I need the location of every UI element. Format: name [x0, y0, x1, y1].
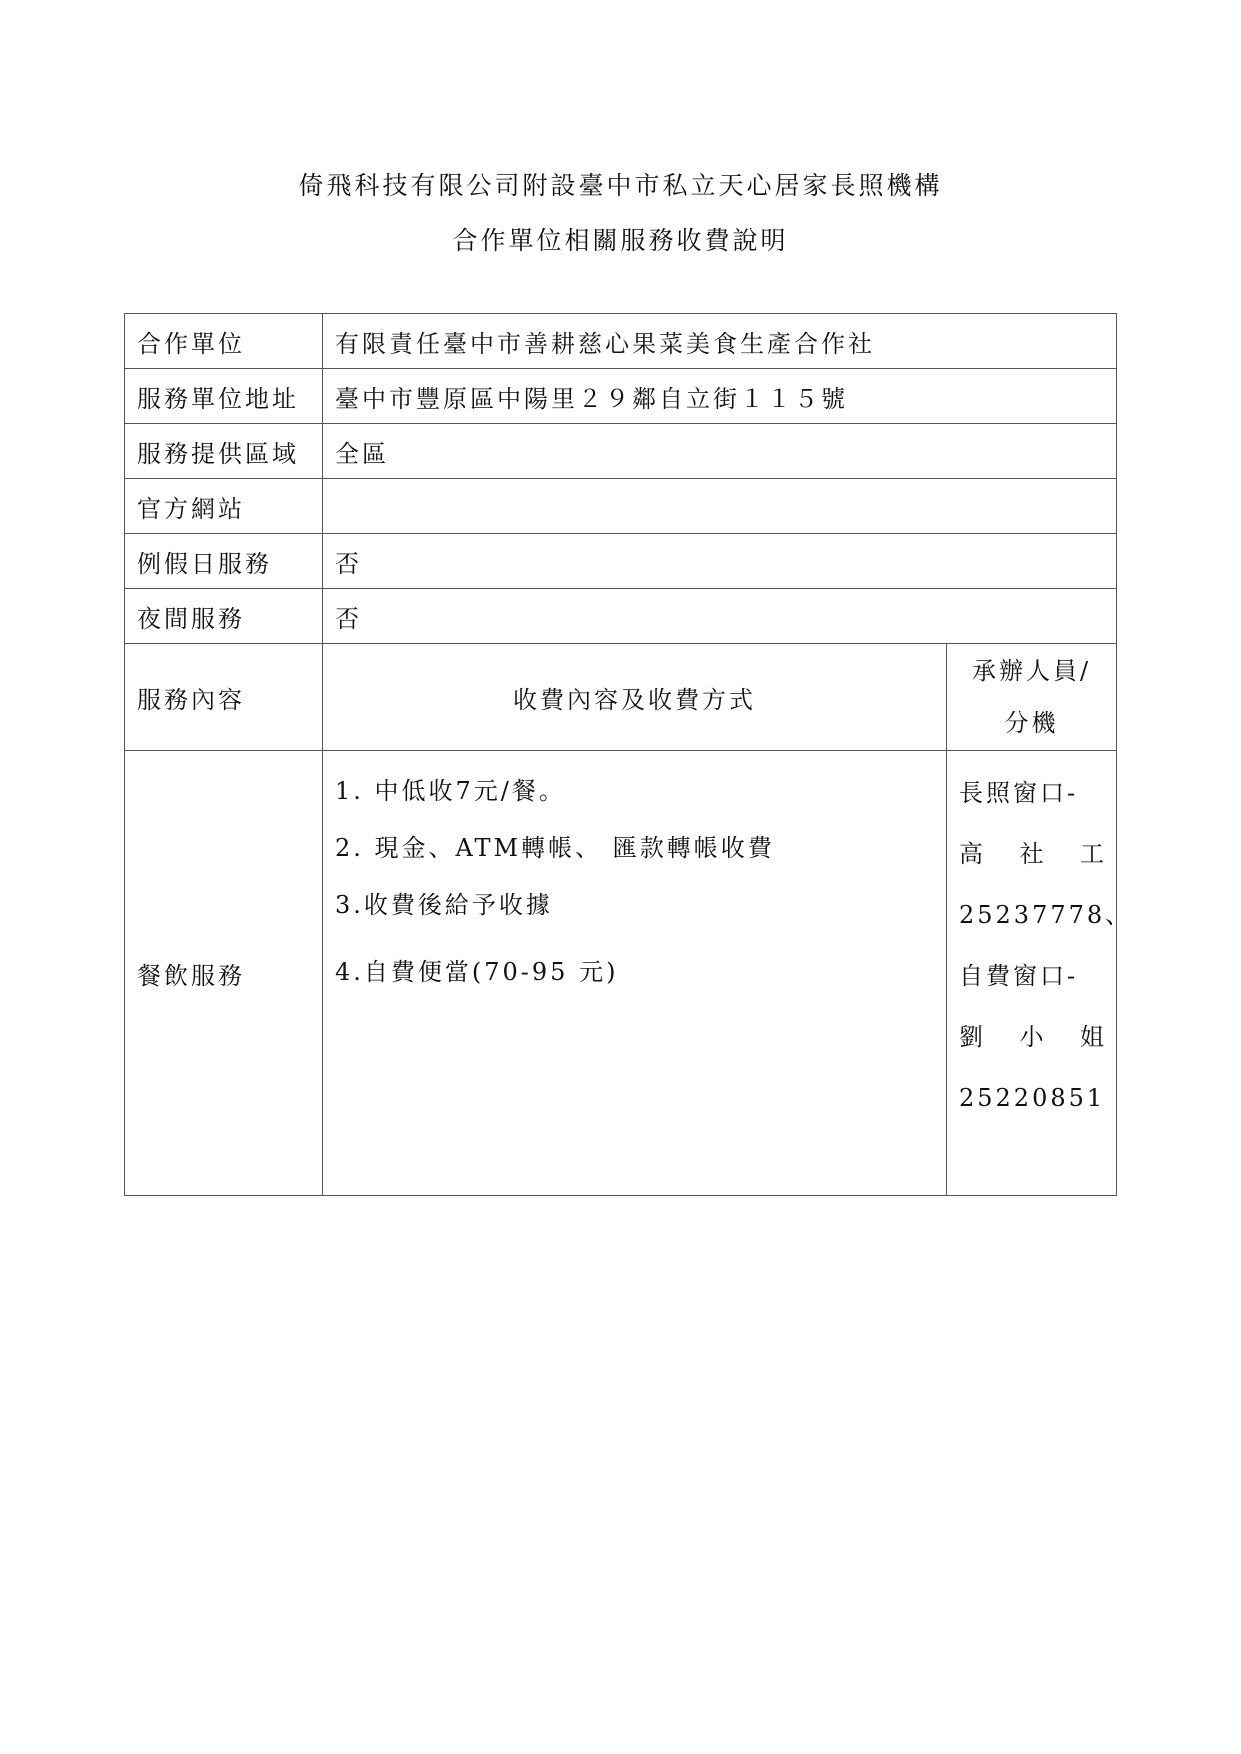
contact-char: 社: [1019, 840, 1044, 868]
row-value: [323, 479, 1117, 534]
row-value: 臺中市豐原區中陽里２９鄰自立街１１５號: [323, 369, 1117, 424]
service-info-table: [124, 313, 1133, 1196]
row-label: 官方網站: [125, 479, 323, 534]
header-contact-line: 分機: [1004, 709, 1059, 737]
contact-char: 工: [1080, 840, 1104, 868]
contact-name-line: [959, 824, 1104, 885]
row-column-headers: [125, 644, 1117, 751]
contact-char: 小: [1019, 1023, 1044, 1051]
contact-phone: 25220851: [959, 1084, 1106, 1112]
document-title: 倚飛科技有限公司附設臺中市私立天心居家長照機構: [298, 171, 943, 200]
document-subtitle: 合作單位相關服務收費說明: [452, 226, 789, 255]
meal-service-label: 餐飲服務: [125, 751, 323, 1196]
list-item: 1. 中低收7元/餐。: [335, 777, 566, 805]
list-item: 3.收費後給予收據: [335, 891, 553, 919]
header-service-content: 服務內容: [125, 644, 323, 751]
contact-line: 長照窗口-: [959, 779, 1079, 807]
row-value: 有限責任臺中市善耕慈心果菜美食生產合作社: [323, 314, 1117, 369]
row-label: 夜間服務: [125, 589, 323, 644]
contact-name-line: [959, 1007, 1104, 1068]
row-night-service: [125, 589, 1117, 644]
row-holiday-service: [125, 534, 1117, 589]
row-service-area: [125, 424, 1117, 479]
row-meal-service: [125, 751, 1117, 1196]
row-label: 合作單位: [125, 314, 323, 369]
header-contact-line: 承辦人員/: [971, 657, 1092, 685]
row-label: 服務提供區域: [125, 424, 323, 479]
meal-contact: [947, 751, 1133, 1196]
contact-char: 高: [959, 840, 983, 868]
contact-phone: 25237778、: [959, 901, 1133, 929]
contact-line: 自費窗口-: [959, 962, 1079, 990]
contact-char: 劉: [959, 1023, 983, 1051]
row-value: 否: [323, 589, 1117, 644]
list-item: 4.自費便當(70-95 元): [335, 958, 619, 986]
meal-fee-list: [323, 751, 947, 1196]
row-value: 全區: [323, 424, 1117, 479]
list-item: 2. 現金、ATM轉帳、 匯款轉帳收費: [335, 834, 775, 862]
contact-char: 姐: [1080, 1023, 1104, 1051]
header-fee-method: 收費內容及收費方式: [323, 644, 947, 751]
row-label: 服務單位地址: [125, 369, 323, 424]
row-partner-unit: [125, 314, 1117, 369]
row-address: [125, 369, 1117, 424]
header-contact: [947, 644, 1117, 751]
row-value: 否: [323, 534, 1117, 589]
row-label: 例假日服務: [125, 534, 323, 589]
row-website: [125, 479, 1117, 534]
